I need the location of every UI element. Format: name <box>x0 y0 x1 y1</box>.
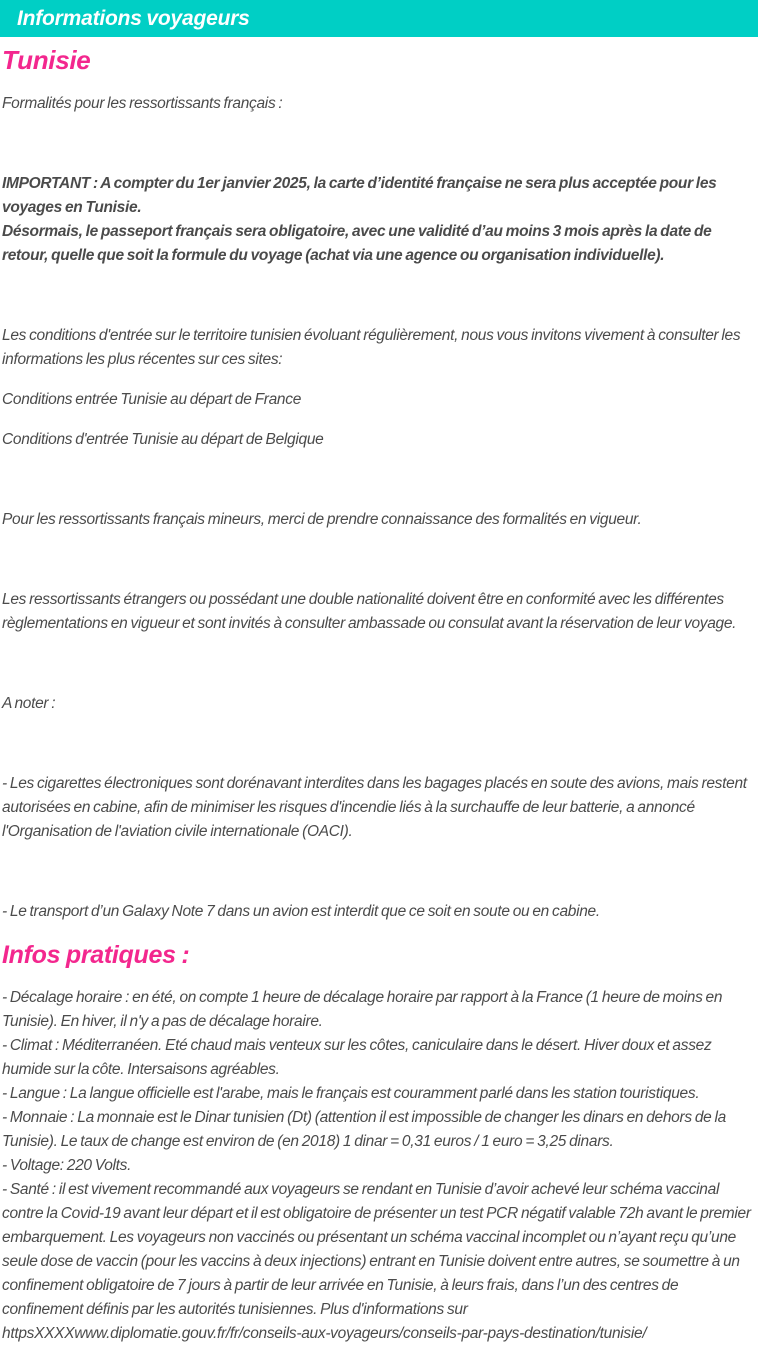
blank-line <box>2 284 752 308</box>
cigarettes-paragraph: - Les cigarettes électroniques sont dorénavant interdites dans les bagages placés en soute des avions, mais restent autorisées en cabine, afin de minimiser les risques d'incendie liés à la surchauffe de leur batterie, a annoncé l'Organisation de l'aviation civile internationale (OACI). <box>2 775 747 840</box>
blank-line <box>2 132 752 156</box>
important-notice-part2: Désormais, le passeport français sera obligatoire, avec une validité d’au moins 3 mois après la date de retour, quelle que soit la formule du voyage (achat via une agence ou organisation individuelle). <box>2 223 712 264</box>
important-notice <box>2 172 752 268</box>
infos-item-decalage: - Décalage horaire : en été, on compte 1 heure de décalage horaire par rapport à la France (1 heure de moins en Tunisie). En hiver, il n'y a pas de décalage horaire. <box>2 989 723 1030</box>
galaxy-note-paragraph: - Le transport d’un Galaxy Note 7 dans un avion est interdit que ce soit en soute ou en cabine. <box>2 903 600 920</box>
etrangers-paragraph: Les ressortissants étrangers ou possédant une double nationalité doivent être en conformité avec les différentes règlementations en vigueur et sont invités à consulter ambassade ou consulat avant la réservation de leur voyage. <box>2 591 737 632</box>
conditions-intro: Les conditions d'entrée sur le territoire tunisien évoluant régulièrement, nous vous invitons vivement à consulter les informations les plus récentes sur ces sites: <box>2 327 741 368</box>
page-content <box>0 45 758 1346</box>
infos-item-langue: - Langue : La langue officielle est l'arabe, mais le français est couramment parlé dans les station touristiques. <box>2 1085 700 1102</box>
blank-line <box>2 732 752 756</box>
conditions-link-france-row <box>2 388 752 412</box>
conditions-link-belgique-row <box>2 428 752 452</box>
mineurs-paragraph: Pour les ressortissants français mineurs, merci de prendre connaissance des formalités en vigueur. <box>2 511 642 528</box>
blank-line <box>2 468 752 492</box>
conditions-belgique-link[interactable]: Conditions d'entrée Tunisie au départ de Belgique <box>2 431 324 448</box>
blank-line <box>2 548 752 572</box>
page-header-bar <box>0 0 758 37</box>
infos-item-sante: - Santé : il est vivement recommandé aux voyageurs se rendant en Tunisie d’avoir achevé leur schéma vaccinal contre la Covid-19 avant leur départ et il est obligatoire de présenter un test PCR négatif valable 72h avant le premier embarquement. Les voyageurs non vaccinés ou présentant un schéma vaccinal incomplet ou n’ayant reçu qu’une seule dose de vaccin (pour les vaccins à deux injections) entrant en Tunisie doivent entre autres, se soumettre à un confinement obligatoire de 7 jours à partir de leur arrivée en Tunisie, à leurs frais, dans l’un des centres de confinement définis par les autorités tunisiennes. Plus d'informations sur httpsXXXXwww.diplomatie.gouv.fr/fr/conseils-aux-voyageurs/conseils-par-pays-destination/tunisie/ <box>2 1181 751 1342</box>
a-noter-label: A noter : <box>2 695 56 712</box>
infos-pratiques-heading: Infos pratiques : <box>2 941 190 969</box>
page-title: Informations voyageurs <box>17 6 250 30</box>
formalites-intro: Formalités pour les ressortissants français : <box>2 95 283 112</box>
infos-item-monnaie: - Monnaie : La monnaie est le Dinar tunisien (Dt) (attention il est impossible de changer les dinars en dehors de la Tunisie). Le taux de change est environ de (en 2018) 1 dinar = 0,31 euros / 1 euro = 3,25 dinars. <box>2 1109 726 1150</box>
infos-pratiques-list <box>2 986 752 1346</box>
infos-item-climat: - Climat : Méditerranéen. Eté chaud mais venteux sur les côtes, caniculaire dans le désert. Hiver doux et assez humide sur la côte. Intersaisons agréables. <box>2 1037 712 1078</box>
important-notice-part1: IMPORTANT : A compter du 1er janvier 2025, la carte d’identité française ne sera plus acceptée pour les voyages en Tunisie. <box>2 175 717 216</box>
country-heading: Tunisie <box>2 45 91 75</box>
conditions-france-link[interactable]: Conditions entrée Tunisie au départ de France <box>2 391 302 408</box>
blank-line <box>2 652 752 676</box>
blank-line <box>2 860 752 884</box>
infos-item-voltage: - Voltage: 220 Volts. <box>2 1157 132 1174</box>
